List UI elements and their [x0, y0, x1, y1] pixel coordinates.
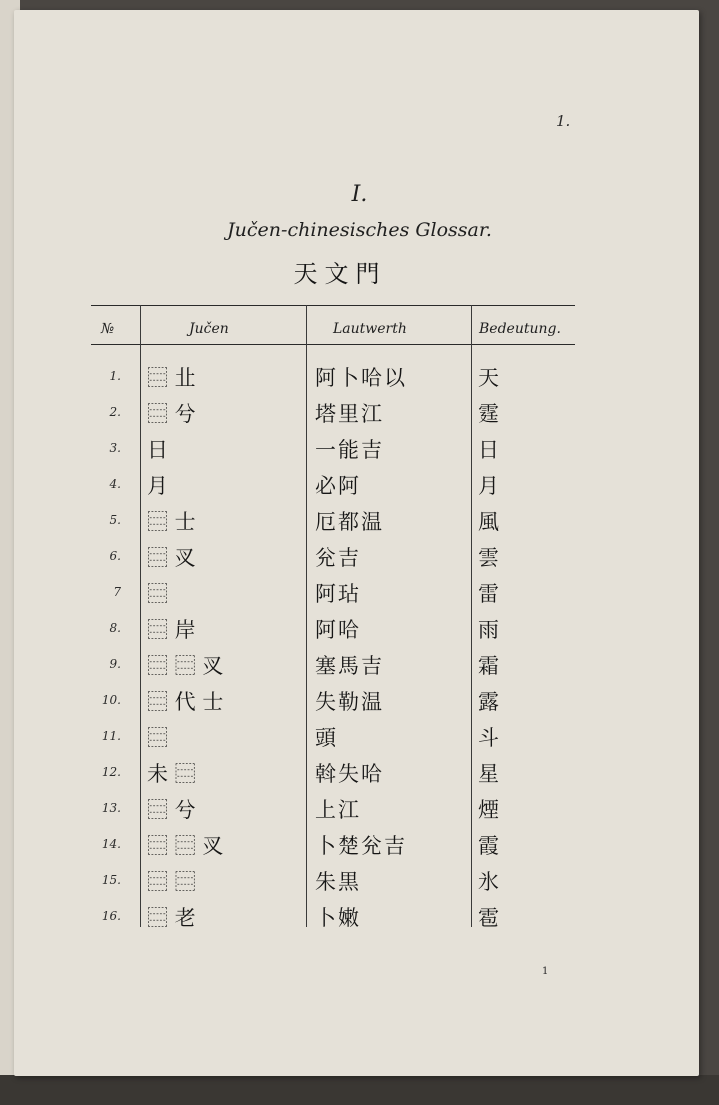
- row-number: 4.: [109, 477, 121, 491]
- bedeutung-cell: 斗: [478, 726, 499, 750]
- header-lautwerth: Lautwerth: [333, 321, 407, 337]
- row-number: 9.: [109, 657, 121, 671]
- jurchen-cell: ⿳ 士: [147, 510, 196, 534]
- row-number: 15.: [101, 873, 121, 887]
- footer-mark: 1: [542, 966, 549, 977]
- bedeutung-cell: 風: [478, 510, 499, 534]
- header-no: №: [101, 321, 115, 337]
- table-row: [91, 755, 575, 791]
- table-row: [91, 539, 575, 575]
- header-bedeutung: Bedeutung.: [479, 321, 561, 337]
- jurchen-cell: ⿳ 㕚: [147, 546, 196, 570]
- jurchen-cell: ⿳ 兮: [147, 402, 196, 426]
- glossary-table: [91, 305, 575, 930]
- table-row: [91, 467, 575, 503]
- table-row: [91, 683, 575, 719]
- lautwerth-cell: 頭: [315, 726, 338, 750]
- jurchen-cell: ⿳: [147, 726, 168, 750]
- row-number: 12.: [101, 765, 121, 779]
- table-row: [91, 359, 575, 395]
- row-number: 2.: [109, 405, 121, 419]
- bedeutung-cell: 氷: [478, 870, 499, 894]
- jurchen-cell: ⿳: [147, 582, 168, 606]
- bedeutung-cell: 雹: [478, 906, 499, 930]
- category-title: 天文門: [293, 260, 387, 288]
- lautwerth-cell: 阿卜哈以: [315, 366, 407, 390]
- jurchen-cell: ⿳ ⿳ 㕚: [147, 654, 224, 678]
- row-number: 14.: [101, 837, 121, 851]
- table-row: [91, 395, 575, 431]
- row-number: 16.: [101, 909, 121, 923]
- row-number: 7: [113, 585, 121, 599]
- lautwerth-cell: 阿哈: [315, 618, 361, 642]
- bedeutung-cell: 日: [478, 438, 499, 462]
- bedeutung-cell: 雷: [478, 582, 499, 606]
- lautwerth-cell: 上江: [315, 798, 361, 822]
- table-row: [91, 611, 575, 647]
- bedeutung-cell: 雨: [478, 618, 499, 642]
- bedeutung-cell: 露: [478, 690, 499, 714]
- jurchen-cell: ⿳ ⿳ 㕚: [147, 834, 224, 858]
- row-number: 1.: [109, 369, 121, 383]
- bedeutung-cell: 星: [478, 762, 499, 786]
- table-header-rule: [91, 344, 575, 345]
- row-number: 8.: [109, 621, 121, 635]
- row-number: 13.: [101, 801, 121, 815]
- table-row: [91, 863, 575, 899]
- table-row: [91, 575, 575, 611]
- jurchen-cell: ⿳ ⿳: [147, 870, 196, 894]
- bedeutung-cell: 霜: [478, 654, 499, 678]
- bedeutung-cell: 霞: [478, 834, 499, 858]
- backdrop: [0, 1075, 719, 1105]
- lautwerth-cell: 卜嫩: [315, 906, 361, 930]
- lautwerth-cell: 斡失哈: [315, 762, 384, 786]
- bedeutung-cell: 雲: [478, 546, 499, 570]
- jurchen-cell: ⿳ 老: [147, 906, 196, 930]
- bedeutung-cell: 霆: [478, 402, 499, 426]
- table-row: [91, 647, 575, 683]
- row-number: 6.: [109, 549, 121, 563]
- bedeutung-cell: 月: [478, 474, 499, 498]
- table-row: [91, 503, 575, 539]
- lautwerth-cell: 一能吉: [315, 438, 384, 462]
- lautwerth-cell: 卜楚兊吉: [315, 834, 407, 858]
- table-row: [91, 719, 575, 755]
- table-top-rule: [91, 305, 575, 306]
- table-row: [91, 791, 575, 827]
- table-row: [91, 431, 575, 467]
- jurchen-cell: ⿳ 兮: [147, 798, 196, 822]
- jurchen-cell: 未 ⿳: [147, 762, 196, 786]
- lautwerth-cell: 朱黒: [315, 870, 361, 894]
- jurchen-cell: 月: [147, 474, 168, 498]
- row-number: 10.: [101, 693, 121, 707]
- table-row: [91, 899, 575, 935]
- lautwerth-cell: 塞馬吉: [315, 654, 384, 678]
- lautwerth-cell: 厄都温: [315, 510, 384, 534]
- jurchen-cell: ⿳ 㐀: [147, 366, 196, 390]
- lautwerth-cell: 必阿: [315, 474, 361, 498]
- jurchen-cell: ⿳ 代 士: [147, 690, 224, 714]
- subtitle: Jučen-chinesisches Glossar.: [227, 219, 492, 241]
- row-number: 11.: [101, 729, 121, 743]
- lautwerth-cell: 兊吉: [315, 546, 361, 570]
- section-number: I.: [351, 182, 368, 207]
- row-number: 3.: [109, 441, 121, 455]
- header-jurchen: Jučen: [189, 321, 229, 337]
- lautwerth-cell: 失勒温: [315, 690, 384, 714]
- jurchen-cell: 日: [147, 438, 168, 462]
- jurchen-cell: ⿳ 岸: [147, 618, 196, 642]
- lautwerth-cell: 阿玷: [315, 582, 361, 606]
- bedeutung-cell: 煙: [478, 798, 499, 822]
- bedeutung-cell: 天: [478, 366, 499, 390]
- page-number: 1.: [556, 112, 571, 130]
- table-row: [91, 827, 575, 863]
- lautwerth-cell: 塔里江: [315, 402, 384, 426]
- row-number: 5.: [109, 513, 121, 527]
